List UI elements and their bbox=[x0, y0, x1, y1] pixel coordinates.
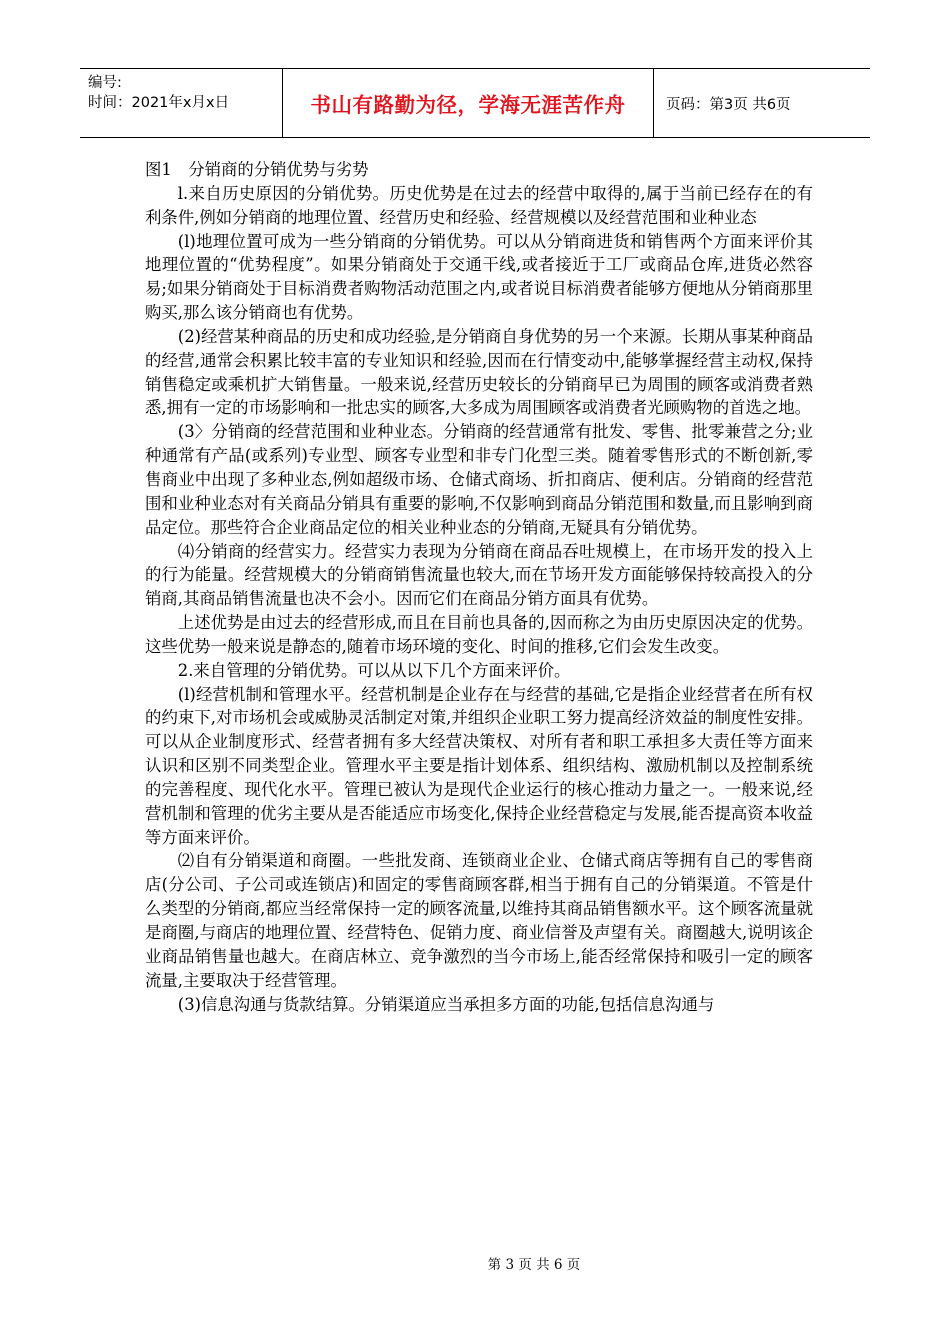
paragraph: ⑵自有分销渠道和商圈。一些批发商、连锁商业企业、仓储式商店等拥有自己的零售商店(分公司、子公司或连锁店)和固定的零售商顾客群,相当于拥有自己的分销渠道。不管是什么类型的分销商,都应当经常保持一定的顾客流量,以维持其商品销售额水平。这个顾客流量就是商圈,与商店的地理位置、经营特色、促销力度、商业信誉及声望有关。商圈越大,说明该企业商品销售量也越大。在商店林立、竞争激烈的当今市场上,能否经常保持和吸引一定的顾客流量,主要取决于经营管理。 bbox=[145, 851, 813, 990]
paragraph: (2)经营某种商品的历史和成功经验,是分销商自身优势的另一个来源。长期从事某种商品的经营,通常会积累比较丰富的专业知识和经验,因而在行情变动中,能够掌握经营主动权,保持销售稳定或乘机扩大销售量。一般来说,经营历史较长的分销商早已为周围的顾客或消费者熟悉,拥有一定的市场影响和一批忠实的顾客,大多成为周围顾客或消费者光顾购物的首选之地。 bbox=[145, 326, 813, 418]
paragraph: 2.来自管理的分销优势。可以从以下几个方面来评价。 bbox=[177, 660, 571, 680]
paragraph: (l)地理位置可成为一些分销商的分销优势。可以从分销商进货和销售两个方面来评价其地理位置的“优势程度”。如果分销商处于交通干线,或者接近于工厂或商品仓库,进货必然容易;如果分销商处于目标消费者购物活动范围之内,或者说目标消费者能够方便地从分销商那里购买,那么该分销商也有优势。 bbox=[145, 231, 813, 323]
document-body bbox=[145, 158, 813, 1016]
paragraph: (l)经营机制和管理水平。经营机制是企业存在与经营的基础,它是指企业经营者在所有权的约束下,对市场机会或威胁灵活制定对策,并组织企业职工努力提高经济效益的制度性安排。可以从企业制度形式、经营者拥有多大经营决策权、对所有者和职工承担多大责任等方面来认识和区别不同类型企业。管理水平主要是指计划体系、组织结构、激励机制以及控制系统的完善程度、现代化水平。管理已被认为是现代企业运行的核心推动力量之一。一般来说,经营机制和管理的优劣主要从是否能适应市场变化,保持企业经营稳定与发展,能否提高资本收益等方面来评价。 bbox=[145, 684, 813, 847]
paragraph: ⑷分销商的经营实力。经营实力表现为分销商在商品吞吐规模上，在市场开发的投入上的行为能量。经营规模大的分销商销售流量也较大,而在节场开发方面能够保持较高投入的分销商,其商品销售流量也决不会小。因而它们在商品分销方面具有优势。 bbox=[145, 541, 813, 609]
header-meta-cell bbox=[80, 69, 282, 137]
figure-caption: 图1 分销商的分销优势与劣势 bbox=[145, 160, 369, 179]
page-footer: 第 3 页 共 6 页 bbox=[487, 1257, 581, 1273]
header-motto: 书山有路勤为径，学海无涯苦作舟 bbox=[282, 69, 654, 137]
paragraph: (3〉分销商的经营范围和业种业态。分销商的经营通常有批发、零售、批零兼营之分;业种通常有产品(或系列)专业型、顾客专业型和非专门化型三类。随着零售形式的不断创新,零售商业中出现了多种业态,例如超级市场、仓储式商场、折扣商店、便利店。分销商的经营范围和业种业态对有关商品分销具有重要的影响,不仅影响到商品分销范围和数量,而且影响到商品定位。那些符合企业商品定位的相关业种业态的分销商,无疑具有分销优势。 bbox=[145, 422, 813, 537]
header-page-number: 页码：第3页 共6页 bbox=[666, 96, 791, 113]
paragraph: 上述优势是由过去的经营形成,而且在目前也具备的,因而称之为由历史原因决定的优势。这些优势一般来说是静态的,随着市场环境的变化、时间的推移,它们会发生改变。 bbox=[145, 613, 813, 656]
serial-number-label: 编号: bbox=[88, 75, 122, 91]
paragraph: l.来自历史原因的分销优势。历史优势是在过去的经营中取得的,属于当前已经存在的有利条件,例如分销商的地理位置、经营历史和经验、经营规模以及经营范围和业种业态 bbox=[145, 183, 813, 227]
paragraph: (3)信息沟通与货款结算。分销渠道应当承担多方面的功能,包括信息沟通与 bbox=[177, 994, 715, 1014]
time-label: 时间：2021年x月x日 bbox=[88, 95, 230, 111]
document-header bbox=[80, 68, 870, 138]
